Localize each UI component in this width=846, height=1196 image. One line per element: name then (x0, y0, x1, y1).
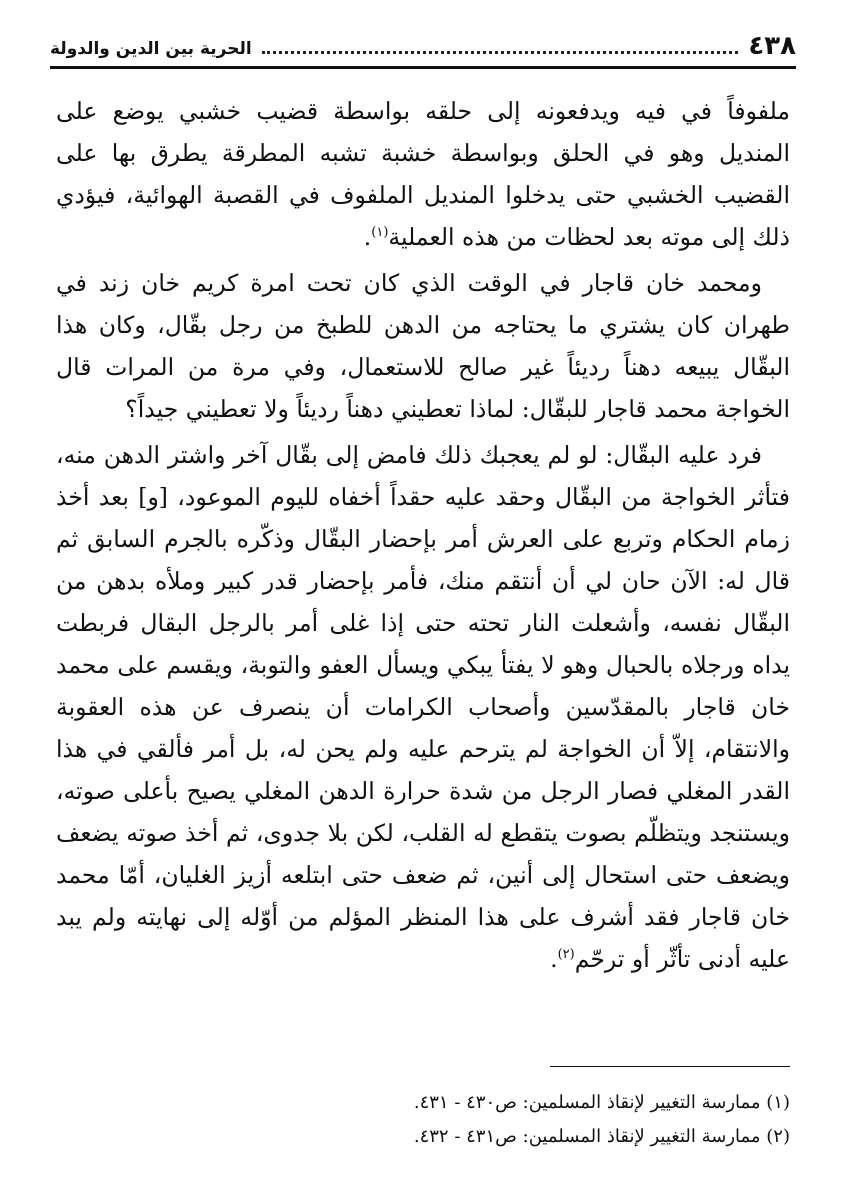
footnote-rule (550, 1066, 790, 1067)
paragraph-text: فرد عليه البقّال: لو لم يعجبك ذلك فامض إلى بقّال آخر واشتر الدهن منه، فتأثر الخواجة من البقّال وحقد عليه حقداً أخفاه لليوم الموعود، [و] بعد أخذ زمام الحكام وتربع على العرش أمر بإحضار البقّال وذكّره بالجرم السابق ثم قال له: الآن حان لي أن أنتقم منك، فأمر بإحضار قدر كبير وملأه بدهن من البقّال نفسه، وأشعلت النار تحته حتى إذا غلى أمر بالرجل البقال فربطت يداه ورجلاه بالحبال وهو لا يفتأ يبكي ويسأل العفو والتوبة، ويقسم على محمد خان قاجار بالمقدّسين وأصحاب الكرامات أن ينصرف عن هذه العقوبة والانتقام، إلاّ أن الخواجة لم يترحم عليه ولم يحن له، بل أمر فألقي في هذا القدر المغلي فصار الرجل من شدة حرارة الدهن المغلي يصيح بأعلى صوته، ويستنجد ويتظلّم بصوت يتقطع له القلب، لكن بلا جدوى، ثم أخذ صوته يضعف ويضعف حتى استحال إلى أنين، ثم ضعف حتى ابتلعه أزيز الغليان، أمّا محمد خان قاجار فقد أشرف على هذا المنظر المؤلم من أوّله إلى نهايته ولم يبد عليه أدنى تأثّر أو ترحّم (56, 441, 790, 973)
paragraph (56, 434, 790, 980)
header-rule (50, 66, 796, 69)
paragraph-end: . (550, 945, 558, 973)
paragraph-text: ملفوفاً في فيه ويدفعونه إلى حلقه بواسطة قضيب خشبي يوضع على المنديل وهو في الحلق وبواسطة خشبة تشبه المطرقة يطرق بها على القضيب الخشبي حتى يدخلوا المنديل الملفوف في القصبة الهوائية، فيؤدي ذلك إلى موته بعد لحظات من هذه العملية (56, 97, 790, 251)
page-number: ٤٣٨ (748, 31, 796, 61)
body-text (56, 90, 790, 984)
footnote-marker: (١) (371, 225, 389, 241)
paragraph-text: ومحمد خان قاجار في الوقت الذي كان تحت امرة كريم خان زند في طهران كان يشتري ما يحتاجه من الدهن للطبخ من رجل بقّال، وكان هذا البقّال يبيعه دهناً رديئاً غير صالح للاستعمال، وفي مرة من المرات قال الخواجة محمد قاجار للبقّال: لماذا تعطيني دهناً رديئاً ولا تعطيني جيداً؟ (56, 269, 790, 423)
paragraph (56, 90, 790, 258)
paragraph (56, 262, 790, 430)
footnote-marker: (٢) (557, 947, 575, 963)
paragraph-end: . (363, 223, 372, 251)
page-header (50, 30, 796, 60)
footnote: (١) ممارسة التغيير لإنقاذ المسلمين: ص٤٣٠ - ٤٣١. (413, 1092, 790, 1113)
running-title: الحرية بين الدين والدولة (50, 39, 252, 59)
footnotes (56, 1086, 790, 1154)
header-dot-leader (262, 50, 739, 54)
footnote: (٢) ممارسة التغيير لإنقاذ المسلمين: ص٤٣١ - ٤٣٢. (413, 1126, 790, 1147)
